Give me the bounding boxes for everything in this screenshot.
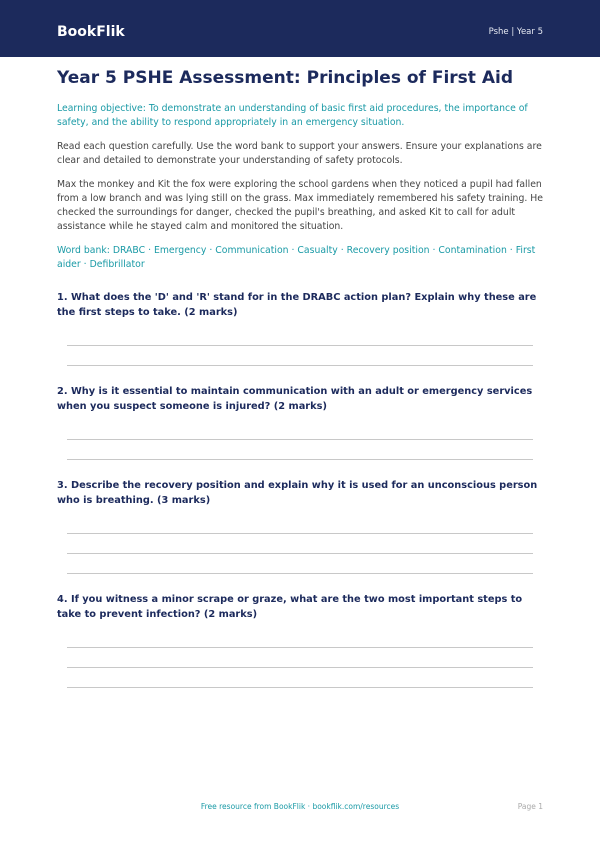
- answer-line[interactable]: [67, 667, 533, 668]
- footer-resource-link[interactable]: Free resource from BookFlik · bookflik.com/resources: [200, 802, 400, 811]
- word-bank: Word bank: DRABC · Emergency · Communication · Casualty · Recovery position · Contamination · First aider · Defibrillator: [57, 245, 536, 270]
- question-text: 4. If you witness a minor scrape or graze, what are the two most important steps to take to prevent infection? (2 marks): [57, 594, 523, 620]
- worksheet-content: [57, 67, 543, 688]
- question-text: 2. Why is it essential to maintain communication with an adult or emergency services when you suspect someone is injured? (2 marks): [57, 386, 533, 412]
- page-number: Page 1: [517, 802, 543, 811]
- instructions: Read each question carefully. Use the word bank to support your answers. Ensure your explanations are clear and detailed to demonstrate your understanding of safety protocols.: [57, 141, 542, 166]
- brand-logo[interactable]: BookFlik: [57, 24, 125, 40]
- answer-line[interactable]: [67, 365, 533, 366]
- question-2: [57, 384, 543, 460]
- scenario-text: Max the monkey and Kit the fox were exploring the school gardens when they noticed a pupil had fallen from a low branch and was lying still on the grass. Max immediately remembered his safety training. He checked the surroundings for danger, checked the pupil's breathing, and asked Kit to call for adult assistance while he stayed calm and monitored the situation.: [57, 179, 543, 232]
- answer-line[interactable]: [67, 647, 533, 648]
- answer-line[interactable]: [67, 533, 533, 534]
- answer-line[interactable]: [67, 459, 533, 460]
- learning-objective: Learning objective: To demonstrate an understanding of basic first aid procedures, the importance of safety, and the ability to respond appropriately in an emergency situation.: [57, 103, 528, 128]
- answer-line[interactable]: [67, 439, 533, 440]
- page-header: [0, 0, 600, 57]
- answer-line[interactable]: [67, 573, 533, 574]
- answer-lines[interactable]: [57, 439, 543, 460]
- answer-line[interactable]: [67, 345, 533, 346]
- answer-line[interactable]: [67, 553, 533, 554]
- page-title: Year 5 PSHE Assessment: Principles of First Aid: [57, 68, 513, 88]
- question-4: [57, 592, 543, 688]
- question-3: [57, 478, 543, 574]
- answer-lines[interactable]: [57, 533, 543, 574]
- subject-year-label: Pshe | Year 5: [488, 27, 543, 37]
- question-text: 3. Describe the recovery position and explain why it is used for an unconscious person who is breathing. (3 marks): [57, 480, 538, 506]
- question-1: [57, 290, 543, 366]
- answer-line[interactable]: [67, 687, 533, 688]
- answer-lines[interactable]: [57, 345, 543, 366]
- question-text: 1. What does the 'D' and 'R' stand for in the DRABC action plan? Explain why these are the first steps to take. (2 marks): [57, 292, 537, 318]
- answer-lines[interactable]: [57, 647, 543, 688]
